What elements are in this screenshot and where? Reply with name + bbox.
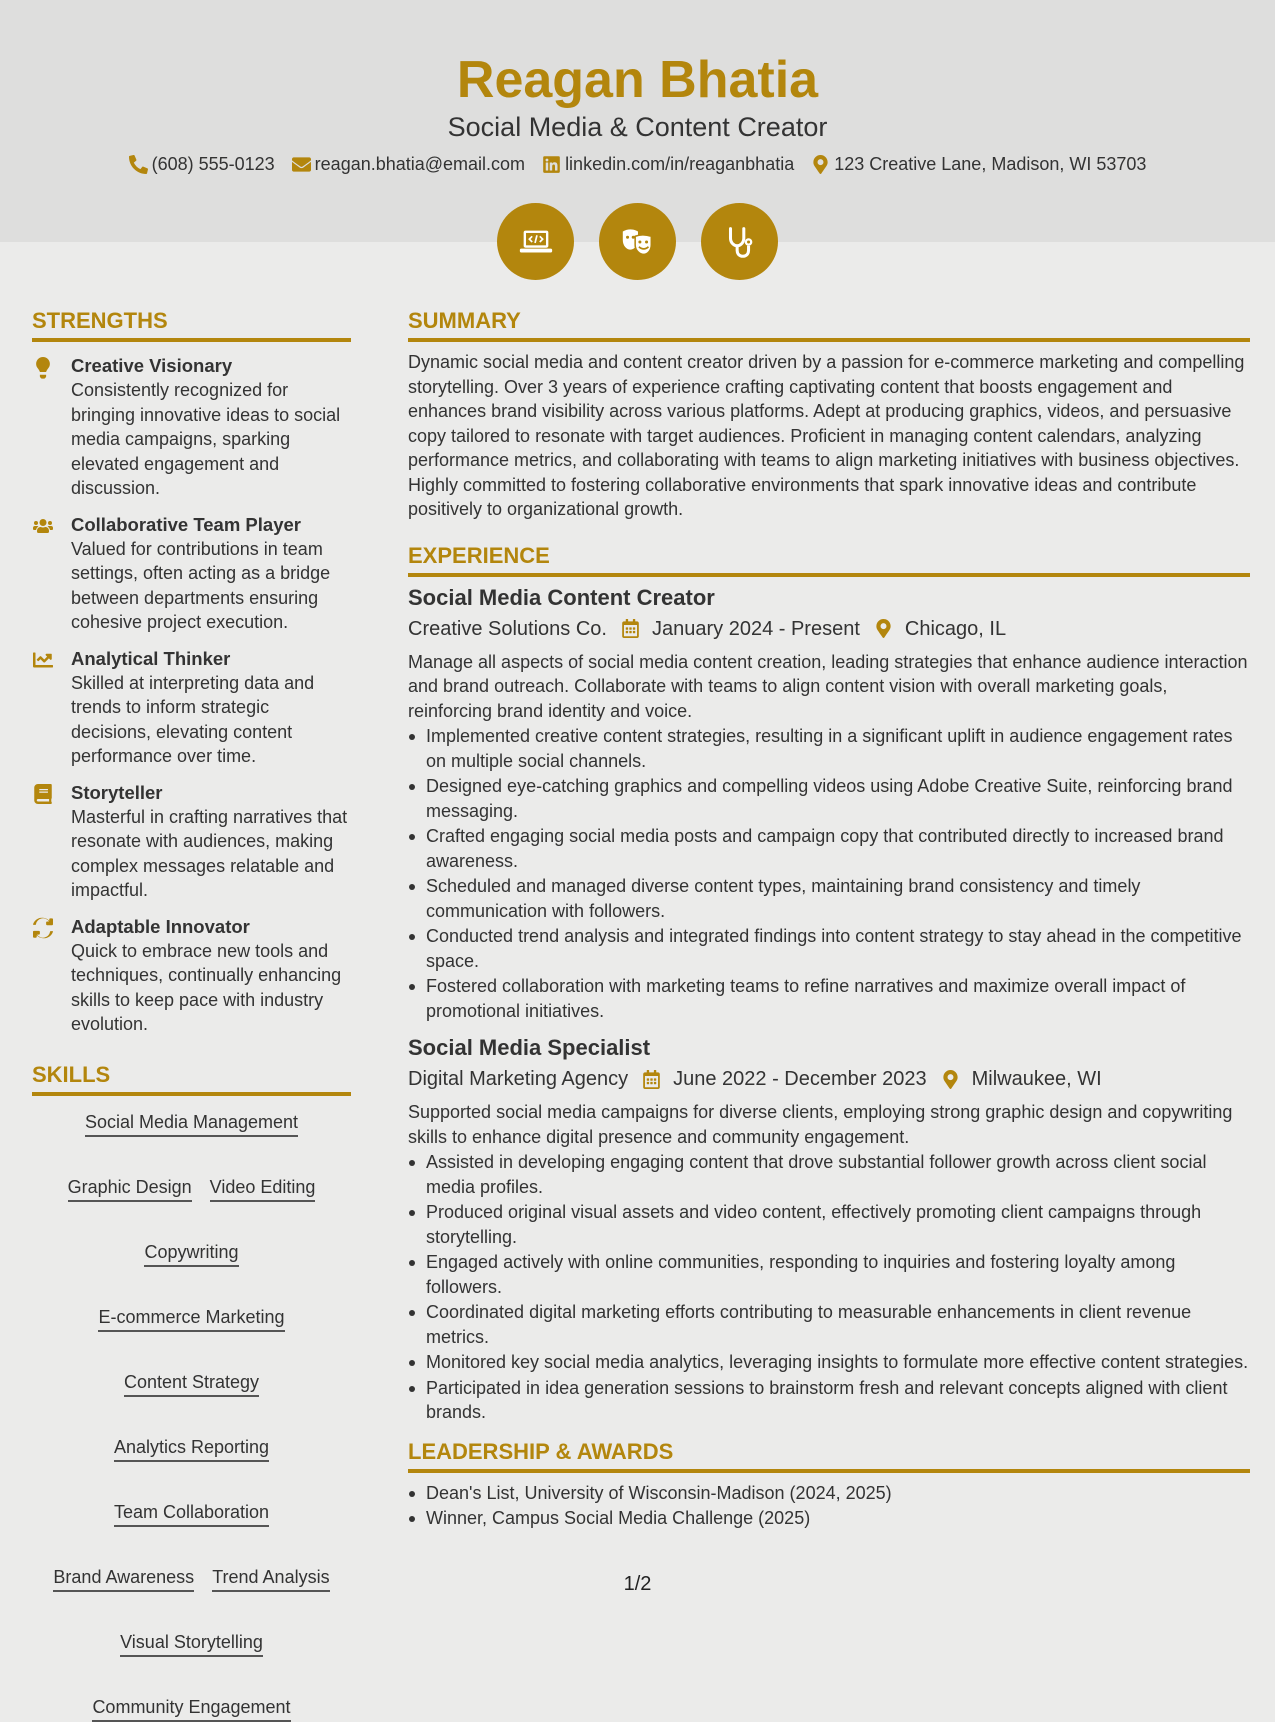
strength-item [32,915,351,1037]
interest-circle-stethoscope [701,203,778,280]
strength-item [32,647,351,769]
skill-tag: Team Collaboration [114,1500,269,1527]
list-item: Crafted engaging social media posts and campaign copy that contributed directly to increased brand awareness. [408,824,1250,873]
strength-desc: Skilled at interpreting data and trends to inform strategic decisions, elevating content performance over time. [71,672,315,766]
skills-list [32,1110,351,1722]
candidate-title: Social Media & Content Creator [447,112,828,142]
job-description: Manage all aspects of social media content creation, leading strategies that enhance audience interaction and brand outreach. Collaborate with teams to align content vision with overall marketing goals, reinforcing brand identity and voice. [408,651,1248,721]
chart-line-icon [32,649,54,671]
job-company: Creative Solutions Co. [408,617,607,640]
job-meta [408,1064,1250,1094]
experience-heading: EXPERIENCE [408,541,1250,577]
strengths-heading: STRENGTHS [32,306,351,342]
list-item: Implemented creative content strategies, resulting in a significant uplift in audience engagement rates on multiple social channels. [408,724,1250,773]
strength-title: Creative Visionary [71,355,233,376]
contact-email[interactable] [292,152,525,176]
job-dates: January 2024 - Present [651,617,860,640]
contact-bar [0,152,1275,176]
list-item: Participated in idea generation sessions to brainstorm fresh and relevant concepts aligned with client brands. [408,1376,1250,1425]
list-item: Monitored key social media analytics, leveraging insights to formulate more effective content strategies. [408,1350,1250,1375]
contact-phone [129,152,275,176]
strength-item [32,513,351,635]
linkedin-icon [542,155,561,174]
stethoscope-icon [721,223,759,261]
envelope-icon [292,155,311,174]
list-item: Conducted trend analysis and integrated findings into content strategy to stay ahead in the competitive space. [408,924,1250,973]
book-icon [32,783,54,805]
summary-text: Dynamic social media and content creator driven by a passion for e-commerce marketing and compelling storytelling. Over 3 years of experience crafting captivating content that boosts engagement and enhances brand visibility across various platforms. Adept at producing graphics, videos, and persuasive copy tailored to resonate with target audiences. Proficient in managing content calendars, analyzing performance metrics, and collaborating with teams to align marketing initiatives with business objectives. Highly committed to fostering collaborative environments that spark innovative ideas and contribute positively to organizational growth. [408,352,1245,519]
awards-section [408,1437,1250,1531]
job-meta [408,614,1250,644]
job-company: Digital Marketing Agency [408,1068,629,1090]
page-number: 1/2 [623,1573,652,1595]
strength-title: Collaborative Team Player [71,513,301,535]
job-title: Social Media Specialist [408,1035,651,1060]
skill-tag: Trend Analysis [212,1565,329,1592]
strength-desc: Masterful in crafting narratives that resonate with audiences, making complex messages relatable and impactful. [71,806,348,900]
job-description: Supported social media campaigns for diverse clients, employing strong graphic design and copywriting skills to enhance digital presence and community engagement. [408,1102,1233,1147]
strength-title: Analytical Thinker [71,647,231,669]
contact-linkedin[interactable] [542,152,794,176]
strength-desc: Valued for contributions in team settings, often acting as a bridge between departments ensuring cohesive project execution. [71,538,331,632]
email-text: reagan.bhatia@email.com [314,154,526,174]
strength-title: Adaptable Innovator [71,915,250,937]
awards-list [408,1481,1250,1531]
list-item: Winner, Campus Social Media Challenge (2025) [408,1506,1250,1531]
skill-tag: Graphic Design [68,1175,192,1202]
job-bullets [408,1150,1250,1425]
awards-heading: LEADERSHIP & AWARDS [408,1437,1250,1473]
skill-tag: Brand Awareness [53,1565,194,1592]
interest-circle-laptop [497,203,574,280]
skill-tag: Video Editing [210,1175,316,1202]
strength-item [32,781,351,903]
right-column [408,306,1250,1531]
map-marker-icon [874,619,893,638]
list-item: Engaged actively with online communities, responding to inquiries and fostering loyalty among followers. [408,1250,1250,1299]
list-item: Fostered collaboration with marketing teams to refine narratives and maximize overall impact of promotional initiatives. [408,974,1250,1023]
interest-circle-masks [599,203,676,280]
skill-tag: Community Engagement [92,1695,290,1722]
contact-address [811,152,1146,176]
strength-desc: Consistently recognized for bringing innovative ideas to social media campaigns, sparking elevated engagement and discussion. [71,380,341,498]
laptop-code-icon [517,223,555,261]
map-marker-icon [941,1070,960,1089]
map-marker-icon [811,155,830,174]
list-item: Assisted in developing engaging content that drove substantial follower growth across client social media profiles. [408,1150,1250,1199]
strength-title: Storyteller [71,781,163,803]
skill-tag: Content Strategy [124,1370,259,1397]
list-item: Dean's List, University of Wisconsin-Madison (2024, 2025) [408,1481,1250,1506]
calendar-icon [621,619,640,638]
strength-desc: Quick to embrace new tools and techniques, continually enhancing skills to keep pace with industry evolution. [71,940,342,1034]
job-dates: June 2022 - December 2023 [673,1068,927,1090]
skill-tag: Copywriting [144,1240,238,1267]
experience-section [408,541,1250,1425]
interest-icons [0,203,1275,280]
skill-tag: E-commerce Marketing [98,1305,284,1332]
list-item: Coordinated digital marketing efforts contributing to measurable enhancements in client revenue metrics. [408,1300,1250,1349]
strength-item [32,354,351,501]
address-text: 123 Creative Lane, Madison, WI 53703 [834,154,1147,174]
phone-icon [129,155,148,174]
summary-heading: SUMMARY [408,306,1250,342]
calendar-icon [642,1070,661,1089]
job-location: Milwaukee, WI [971,1068,1102,1090]
skill-tag: Visual Storytelling [120,1630,263,1657]
left-column [32,306,351,1722]
sync-icon [32,917,54,939]
skill-tag: Analytics Reporting [114,1435,269,1462]
job-bullets [408,724,1250,1023]
skills-heading: SKILLS [32,1060,351,1096]
users-icon [32,515,54,537]
linkedin-text: linkedin.com/in/reaganbhatia [565,154,795,174]
lightbulb-icon [32,356,54,378]
list-item: Designed eye-catching graphics and compelling videos using Adobe Creative Suite, reinforcing brand messaging. [408,774,1250,823]
list-item: Produced original visual assets and video content, effectively promoting client campaigns through storytelling. [408,1200,1250,1249]
job-location: Chicago, IL [904,617,1007,640]
list-item: Scheduled and managed diverse content types, maintaining brand consistency and timely communication with followers. [408,874,1250,923]
job-title: Social Media Content Creator [408,584,715,610]
phone-text: (608) 555-0123 [151,154,275,174]
skill-tag: Social Media Management [85,1110,298,1137]
candidate-name: Reagan Bhatia [456,51,819,109]
theater-masks-icon [619,223,657,261]
